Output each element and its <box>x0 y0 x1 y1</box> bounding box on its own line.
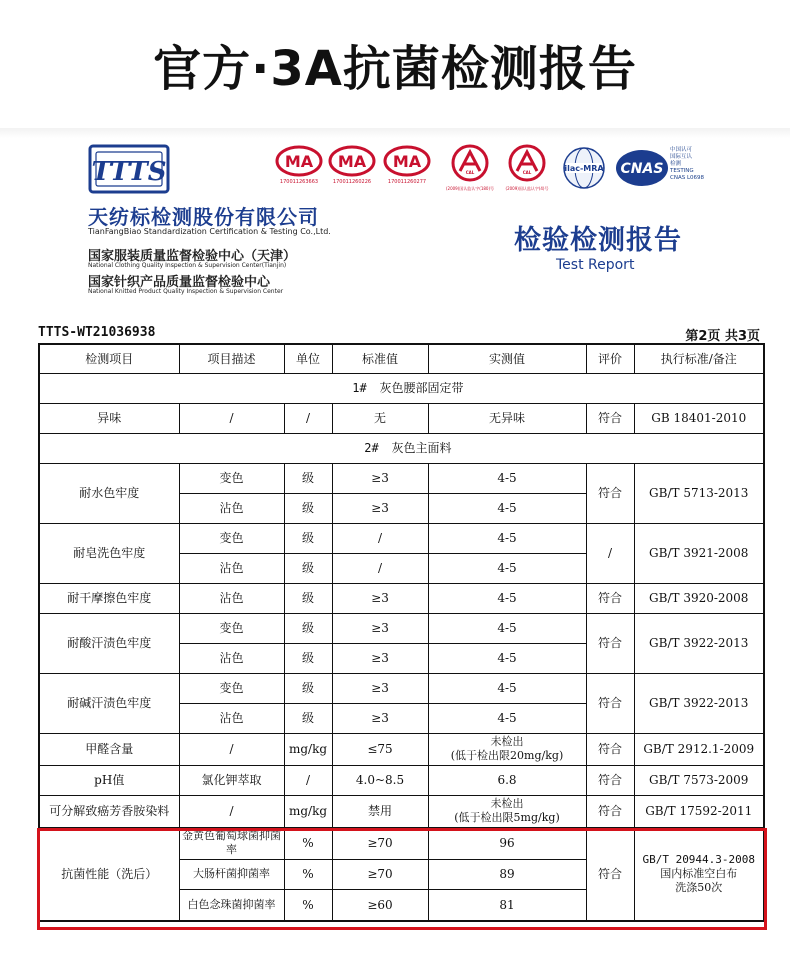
table-cell: 4-5 <box>428 673 586 703</box>
center-name: 国家服装质量监督检验中心（天津） <box>88 249 297 264</box>
center-name-en: National Knitted Product Quality Inspection & Supervision Center <box>88 288 284 295</box>
table-cell: 4-5 <box>428 613 586 643</box>
table-cell: mg/kg <box>284 733 332 765</box>
table-cell: 符合 <box>586 463 634 523</box>
table-cell: ≥70 <box>332 859 428 889</box>
table-cell: 6.8 <box>428 765 586 795</box>
table-cell: ≥3 <box>332 673 428 703</box>
table-row <box>39 733 764 765</box>
table-cell: GB/T 5713-2013 <box>634 463 764 523</box>
table-cell: 2# 灰色主面料 <box>39 433 764 463</box>
table-row <box>39 403 764 433</box>
table-row <box>39 613 764 643</box>
table-cell: 变色 <box>179 673 284 703</box>
table-cell: 89 <box>428 859 586 889</box>
table-cell: / <box>284 765 332 795</box>
table-cell: / <box>179 733 284 765</box>
table-row <box>39 463 764 493</box>
column-header: 检测项目 <box>39 344 179 373</box>
table-cell: 符合 <box>586 827 634 921</box>
table-cell: GB/T 20944.3-2008 国内标准空白布 洗涤50次 <box>634 827 764 921</box>
table-cell: 4-5 <box>428 643 586 673</box>
table-cell: 级 <box>284 613 332 643</box>
table-cell: 4-5 <box>428 493 586 523</box>
divider <box>0 128 790 138</box>
table-cell: 级 <box>284 643 332 673</box>
table-cell: GB/T 17592-2011 <box>634 795 764 827</box>
section-row <box>39 373 764 403</box>
table-cell: 4.0~8.5 <box>332 765 428 795</box>
table-cell: / <box>332 553 428 583</box>
table-cell: GB 18401-2010 <box>634 403 764 433</box>
table-cell: 符合 <box>586 403 634 433</box>
table-cell: 未检出 (低于检出限20mg/kg) <box>428 733 586 765</box>
table-cell: 白色念珠菌抑菌率 <box>179 889 284 921</box>
table-cell: ≥3 <box>332 493 428 523</box>
table-row <box>39 523 764 553</box>
table-cell: 级 <box>284 493 332 523</box>
table-cell: 4-5 <box>428 703 586 733</box>
table-cell: 甲醛含量 <box>39 733 179 765</box>
ma-number: 170011260226 <box>332 179 372 185</box>
table-cell: 级 <box>284 553 332 583</box>
table-row <box>39 827 764 859</box>
table-cell: 无 <box>332 403 428 433</box>
company-name-en: TianFangBiao Standardization Certification & Testing Co.,Ltd. <box>88 227 331 236</box>
ma-number: 170011263663 <box>279 179 319 185</box>
ma-mark <box>328 144 376 185</box>
table-row <box>39 673 764 703</box>
ilac-mra-logo <box>562 146 606 194</box>
table-cell: / <box>586 523 634 583</box>
table-cell: 4-5 <box>428 553 586 583</box>
table-cell: 符合 <box>586 583 634 613</box>
table-cell: 级 <box>284 673 332 703</box>
table-cell: 变色 <box>179 523 284 553</box>
table-row <box>39 583 764 613</box>
table-cell: 级 <box>284 583 332 613</box>
table-cell: pH值 <box>39 765 179 795</box>
table-cell: / <box>179 795 284 827</box>
svg-text:ilac-MRA: ilac-MRA <box>564 164 604 173</box>
cnas-logo <box>614 146 670 194</box>
ttts-logo <box>88 144 170 194</box>
table-cell: 耐酸汗渍色牢度 <box>39 613 179 673</box>
cal-mark <box>444 144 496 192</box>
ma-mark <box>383 144 431 185</box>
table-cell: 4-5 <box>428 463 586 493</box>
table-header-row <box>39 344 764 373</box>
table-cell: % <box>284 859 332 889</box>
table-cell: 耐碱汗渍色牢度 <box>39 673 179 733</box>
ma-number: 170011260277 <box>387 179 427 185</box>
table-cell: 变色 <box>179 613 284 643</box>
table-cell: 抗菌性能（洗后） <box>39 827 179 921</box>
table-cell: 符合 <box>586 673 634 733</box>
table-cell: 沾色 <box>179 553 284 583</box>
cnas-text: 中国认可 国际互认 检测 TESTING CNAS L0698 <box>670 147 705 181</box>
svg-text:MA: MA <box>392 152 422 171</box>
cal-mark <box>501 144 553 192</box>
table-cell: 无异味 <box>428 403 586 433</box>
report-table <box>38 343 765 922</box>
report-title-en: Test Report <box>556 257 635 273</box>
table-cell: 符合 <box>586 733 634 765</box>
column-header: 评价 <box>586 344 634 373</box>
column-header: 实测值 <box>428 344 586 373</box>
table-cell: GB/T 3922-2013 <box>634 673 764 733</box>
report-number: TTTS-WT21036938 <box>38 325 156 340</box>
table-cell: 耐皂洗色牢度 <box>39 523 179 583</box>
table-cell: ≥3 <box>332 463 428 493</box>
table-cell: 符合 <box>586 795 634 827</box>
table-cell: 耐水色牢度 <box>39 463 179 523</box>
table-cell: 大肠杆菌抑菌率 <box>179 859 284 889</box>
table-cell: mg/kg <box>284 795 332 827</box>
ma-mark <box>275 144 323 185</box>
table-cell: 氯化钾萃取 <box>179 765 284 795</box>
table-cell: 金黄色葡萄球菌抑菌率 <box>179 827 284 859</box>
table-cell: 沾色 <box>179 493 284 523</box>
svg-text:CNAS: CNAS <box>620 161 664 177</box>
table-cell: % <box>284 889 332 921</box>
column-header: 执行标准/备注 <box>634 344 764 373</box>
column-header: 单位 <box>284 344 332 373</box>
page-title: 官方·3A抗菌检测报告 <box>153 41 637 97</box>
page-info: 第2页 共3页 <box>685 329 760 344</box>
table-cell: % <box>284 827 332 859</box>
table-cell: GB/T 7573-2009 <box>634 765 764 795</box>
center-name: 国家针织产品质量监督检验中心 <box>88 275 271 290</box>
table-cell: ≥60 <box>332 889 428 921</box>
table-cell: ≥3 <box>332 643 428 673</box>
table-cell: / <box>332 523 428 553</box>
table-cell: ≥3 <box>332 613 428 643</box>
report-title: 检验检测报告 <box>514 225 682 256</box>
table-cell: ≥3 <box>332 583 428 613</box>
table-cell: GB/T 2912.1-2009 <box>634 733 764 765</box>
company-name: 天纺标检测股份有限公司 <box>88 205 319 229</box>
table-cell: 沾色 <box>179 643 284 673</box>
table-cell: 4-5 <box>428 523 586 553</box>
center-name-en: National Clothing Quality Inspection & Supervision Center(Tianjin) <box>88 262 287 269</box>
table-cell: 符合 <box>586 613 634 673</box>
column-header: 项目描述 <box>179 344 284 373</box>
svg-text:MA: MA <box>284 152 314 171</box>
table-cell: 级 <box>284 463 332 493</box>
table-cell: 未检出 (低于检出限5mg/kg) <box>428 795 586 827</box>
table-cell: 1# 灰色腰部固定带 <box>39 373 764 403</box>
table-cell: ≥70 <box>332 827 428 859</box>
table-cell: / <box>179 403 284 433</box>
svg-text:CAL: CAL <box>522 170 532 175</box>
svg-text:TTTS: TTTS <box>91 157 167 187</box>
table-cell: 变色 <box>179 463 284 493</box>
table-cell: GB/T 3921-2008 <box>634 523 764 583</box>
table-row <box>39 795 764 827</box>
table-cell: 沾色 <box>179 583 284 613</box>
cal-caption: (2009)国认监认字(4)号 <box>505 186 549 191</box>
table-cell: 81 <box>428 889 586 921</box>
svg-text:MA: MA <box>337 152 367 171</box>
table-cell: 符合 <box>586 765 634 795</box>
cal-caption: (2009)国认监认字(180)号 <box>445 186 495 191</box>
table-cell: 禁用 <box>332 795 428 827</box>
table-cell: 沾色 <box>179 703 284 733</box>
section-row <box>39 433 764 463</box>
table-cell: GB/T 3920-2008 <box>634 583 764 613</box>
table-cell: 级 <box>284 703 332 733</box>
column-header: 标准值 <box>332 344 428 373</box>
svg-text:CAL: CAL <box>465 170 475 175</box>
table-cell: 耐干摩擦色牢度 <box>39 583 179 613</box>
table-cell: ≤75 <box>332 733 428 765</box>
table-cell: ≥3 <box>332 703 428 733</box>
table-cell: 96 <box>428 827 586 859</box>
table-cell: 级 <box>284 523 332 553</box>
table-cell: 4-5 <box>428 583 586 613</box>
table-cell: 异味 <box>39 403 179 433</box>
table-cell: 可分解致癌芳香胺染料 <box>39 795 179 827</box>
table-cell: GB/T 3922-2013 <box>634 613 764 673</box>
table-row <box>39 765 764 795</box>
table-cell: / <box>284 403 332 433</box>
